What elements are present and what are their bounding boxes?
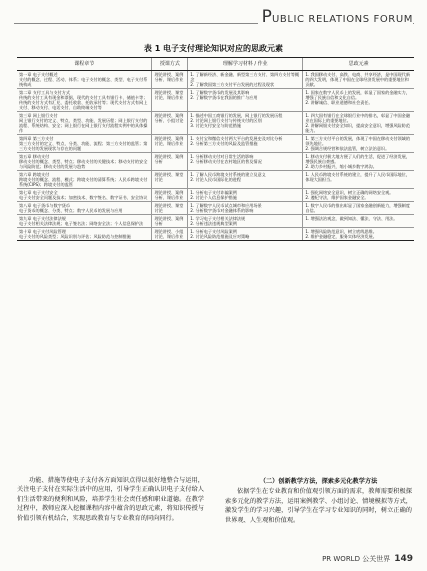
table-cell: 第二章 支付工具与支付方式 传统的支付工具有现金和票据，现代的支付工具有银行卡、储值卡等；传统的支付方式有汇兑、委托收款、托收承付等；现代支付方式有网上支付、移动支付、电话支付、自助终端支付等 (17, 89, 152, 112)
table-cell: 第九章 电子支付法律法规 电子支付相关法律法规；电子签名法；网络安全法；个人信息保护法 (17, 215, 152, 228)
table-cell: 1. 第三方支付平台的发展，体现了中国在移动支付领域的领先地位。 2. 强调合规经营和依法监管，树立法治意识。 (303, 135, 414, 153)
table-cell: 理论讲授、案例分析 (152, 215, 188, 228)
table-cell: 1. 了解数字货币的发展及其影响 2. 了解数字货币在我国的推广与应用 (188, 89, 303, 112)
table-cell: 1. 四大国有银行在全球银行业中的排名，彰显了中国金融业在国际上的重要地位。 2. 讲解网银支付安全知识，提高安全意识，增强风险防范能力。 (303, 112, 414, 135)
brand-initial: P (261, 7, 272, 27)
table-cell: 1. 数字人民币的推出彰显了国家金融创新能力，增强制度自信。 (303, 202, 414, 215)
table-cell: 1. 分析电子支付诈骗案例 2. 讨论个人信息保护措施 (188, 189, 303, 202)
table-cell: 理论讲授、课堂讨论 (152, 171, 188, 189)
column-header: 理解学习材料 / 作业 (188, 58, 303, 71)
table-row (17, 171, 414, 189)
table-header-row (17, 58, 414, 71)
table-cell: 理论讲授、案例分析、课后作业 (152, 71, 188, 89)
body-paragraph: 功能、措施等使电子支付各方面知识点得以很好地整合与运用，关注电子支付在实际生活中的应用，引导学生正确认识电子支付给人们生活带来的便利和风险，培养学生社会责任感和职业道德。在教学过程中，教师应深入挖掘课程内容中蕴含的思政元素，将知识传授与价值引领有机结合，实现思政教育与专业教育的同向同行。 (17, 477, 204, 522)
table-row (17, 135, 414, 153)
table-cell: 1. 学习电子支付相关法律法规 2. 分析违法违规典型案例 (188, 215, 303, 228)
table-cell: 理论讲授、课堂讨论、课后作业 (152, 89, 188, 112)
table-title: 表 1 电子支付理论知识对应的思政元素 (143, 44, 284, 53)
table-cell: 1. 增强法治观念，做到知法、懂法、守法、用法。 (303, 215, 414, 228)
table-row (17, 112, 414, 135)
table-cell: 1. 了解新经济、新金融、新型第三方支付、第四方支付等概念 2. 了解我国第三方支付平台发展的过程及现状 (188, 71, 303, 89)
body-column-left (17, 476, 204, 523)
table-cell: 1. 国家在数字人民币上的发展，彰显了国家的金融实力，增强了民族自信和文化自信。 2. 讲解诚信、职业道德和社会责任。 (303, 89, 414, 112)
table-row (17, 89, 414, 112)
table-cell: 理论讲授、案例分析、课后作业 (152, 189, 188, 202)
body-column-right (225, 476, 412, 525)
table-cell: 理论讲授、案例分析 (152, 153, 188, 171)
table-row (17, 215, 414, 228)
table-cell: 1. 人民币跨境支付系统的建立，提升了人民币国际地位，体现大国担当。 (303, 171, 414, 189)
table-cell: 第一章 电子支付概述 支付的概念、过程、活动、体系；电子支付的概念、类型、电子支付系统构成 (17, 71, 152, 89)
table-cell: 第八章 电子货币与数字货币 电子货币的概念、分类、特点；数字人民币的发展与应用 (17, 202, 152, 215)
table-cell: 1. 支付宝和微信支付两大平台的发展史及对比分析 2. 分析第三方支付的风险及监管措施 (188, 135, 303, 153)
section-heading: （二）创新教学方法，探索多元化教学方法 (259, 478, 378, 485)
table-cell: 第四章 第三方支付 第三方支付的定义、特点、分类、功能、流程；第三方支付的监管；第三方支付的发展现状与存在的问题 (17, 135, 152, 153)
column-header: 课程章节 (17, 58, 152, 71)
table-row (17, 71, 414, 89)
curriculum-table (17, 57, 414, 241)
table-cell: 1. 增强风险防范意识，树立底线思维。 2. 维护金融稳定，服务实体经济发展。 (303, 228, 414, 241)
table-row (17, 202, 414, 215)
table-cell: 第六章 跨境支付 跨境支付的概念、流程、模式；跨境支付的清算系统；人民币跨境支付系统(CIPS)；跨境支付的监管 (17, 171, 152, 189)
page-number: 149 (394, 554, 413, 564)
table-cell: 理论讲授、案例分析、小组讨论 (152, 112, 188, 135)
brand-name: UBLIC RELATIONS FORUM (271, 14, 413, 25)
table-cell: 1. 了解数字人民币试点城市和应用场景 2. 分析数字货币对金融体系的影响 (188, 202, 303, 215)
table-cell: 1. 分析电子支付风险案例 2. 讨论风险防范措施及应对策略 (188, 228, 303, 241)
body-paragraph: 依据学生在专业教育和价值观引领方面的需求，教师需要积极探索多元化的教学方法，运用案例教学、小组讨论、情境模拟等方式，激发学生的学习兴趣，引导学生在学习专业知识的同时，树立正确的世界观、人生观和价值观。 (225, 488, 412, 524)
table-row (17, 189, 414, 202)
table-row (17, 153, 414, 171)
table-cell: 1. 分析移动支付对日常生活的影响 2. 分析移动支付在农村地区的普及情况 (188, 153, 303, 171)
table-cell: 1. 了解人民币跨境支付系统的建立及意义 2. 讨论人民币国际化的进程 (188, 171, 303, 189)
table-body (17, 71, 414, 241)
table-cell: 1. 移动支付极大地方便了人们的生活，促进了经济发展，增强民族自豪感。 2. 助力乡村振兴，缩小城乡数字鸿沟。 (303, 153, 414, 171)
table-cell: 理论讲授、课堂讨论 (152, 202, 188, 215)
journal-brand (258, 7, 413, 27)
table-cell: 第十章 电子支付风险管理 电子支付的风险类型；风险识别与评估；风险防范与控制措施 (17, 228, 152, 241)
table-cell: 理论讲授、案例讨论、课后作业 (152, 135, 188, 153)
table-cell: 第五章 移动支付 移动支付的概念、类型、特点；移动支付的关键技术；移动支付的安全与风险防范；移动支付的发展与趋势 (17, 153, 152, 171)
table-cell: 理论讲授、小组讨论、课后作业 (152, 228, 188, 241)
column-header: 授课方式 (152, 58, 188, 71)
table-cell: 第七章 电子支付安全 电子支付安全问题及技术；加密技术、数字签名、数字证书、安全协议 (17, 189, 152, 202)
column-header: 思政元素 (303, 58, 414, 71)
page-footer (322, 554, 413, 564)
table-row (17, 228, 414, 241)
table-cell: 第三章 网上银行支付 网上银行支付的定义、特点、类型、功能、发展历程；网上银行支付的流程、系统结构、安全；网上银行在网上银行支付流程实例中的具体操作 (17, 112, 152, 135)
table-cell: 1. 强化网络安全意识，树立正确的网络安全观。 2. 遵纪守法，维护国家金融安全。 (303, 189, 414, 202)
table-cell: 1. 我国移动支付、高铁、电商、共享经济，是中国现代新的四大发明，体现了中国在全球经济发展中的重要地位和贡献。 (303, 71, 414, 89)
table-cell: 1. 描述中国工商银行的发展，网上银行的发展历程 2. 讨论网上银行支付与传统支付的区别 3. 讨论支付安全与防范措施 (188, 112, 303, 135)
journal-name: PR WORLD 公关世界 (322, 555, 391, 563)
